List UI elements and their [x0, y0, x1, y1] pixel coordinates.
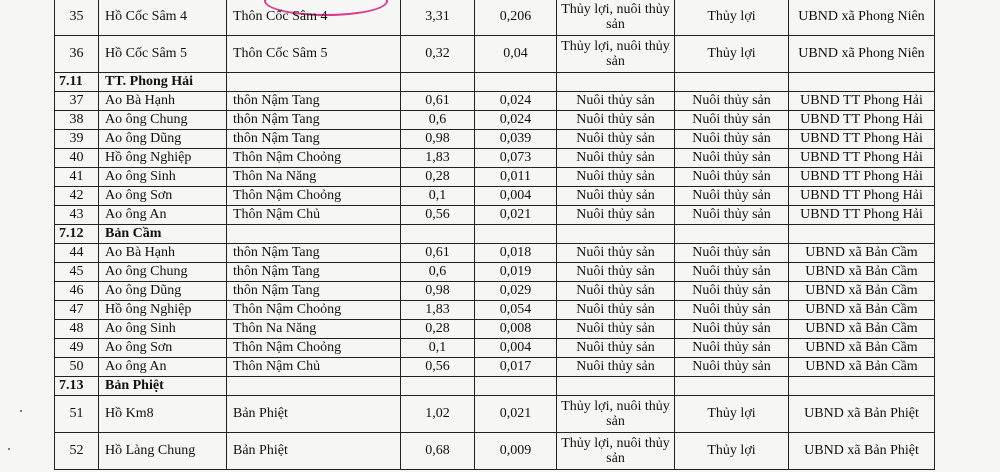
empty-cell [789, 73, 935, 92]
empty-cell [401, 377, 475, 396]
area-cell: 1,83 [401, 149, 475, 168]
manager-cell: UBND TT Phong Hải [789, 149, 935, 168]
lake-name-cell: Ao Bà Hạnh [99, 92, 227, 111]
empty-cell [227, 73, 401, 92]
use-cell: Nuôi thủy sản [675, 149, 789, 168]
speck-mark [8, 448, 10, 450]
location-cell: Thôn Nậm Choỏng [227, 339, 401, 358]
section-code: 7.11 [55, 73, 99, 92]
table-row [55, 358, 935, 377]
empty-cell [227, 377, 401, 396]
empty-cell [475, 377, 557, 396]
use-cell: Nuôi thủy sản [675, 263, 789, 282]
use-cell: Thủy lợi [675, 433, 789, 470]
purpose-cell: Nuôi thủy sản [557, 149, 675, 168]
manager-cell: UBND TT Phong Hải [789, 168, 935, 187]
row-number-cell: 45 [55, 263, 99, 282]
volume-cell: 0,011 [475, 168, 557, 187]
use-cell: Thủy lợi [675, 396, 789, 433]
section-code: 7.13 [55, 377, 99, 396]
use-cell: Nuôi thủy sản [675, 168, 789, 187]
volume-cell: 0,024 [475, 92, 557, 111]
volume-cell: 0,004 [475, 339, 557, 358]
row-number-cell: 49 [55, 339, 99, 358]
row-number-cell: 44 [55, 244, 99, 263]
row-number-cell: 39 [55, 130, 99, 149]
use-cell: Nuôi thủy sản [675, 282, 789, 301]
empty-cell [557, 225, 675, 244]
reservoir-table [54, 0, 935, 470]
lake-name-cell: Hồ Cốc Sâm 4 [99, 0, 227, 36]
table-row [55, 339, 935, 358]
volume-cell: 0,054 [475, 301, 557, 320]
purpose-cell: Nuôi thủy sản [557, 111, 675, 130]
speck-mark [20, 410, 22, 412]
manager-cell: UBND xã Bản Cầm [789, 320, 935, 339]
volume-cell: 0,018 [475, 244, 557, 263]
lake-name-cell: Ao ông Dũng [99, 282, 227, 301]
table-row [55, 301, 935, 320]
table-row [55, 149, 935, 168]
volume-cell: 0,04 [475, 36, 557, 73]
empty-cell [557, 73, 675, 92]
lake-name-cell: Hồ ông Nghiệp [99, 301, 227, 320]
table-row [55, 92, 935, 111]
area-cell: 0,68 [401, 433, 475, 470]
area-cell: 0,28 [401, 168, 475, 187]
purpose-cell: Nuôi thủy sản [557, 168, 675, 187]
lake-name-cell: Hồ Làng Chung [99, 433, 227, 470]
section-title: TT. Phong Hải [99, 73, 227, 92]
row-number-cell: 40 [55, 149, 99, 168]
volume-cell: 0,017 [475, 358, 557, 377]
manager-cell: UBND xã Bản Cầm [789, 358, 935, 377]
row-number-cell: 51 [55, 396, 99, 433]
empty-cell [401, 73, 475, 92]
use-cell: Nuôi thủy sản [675, 320, 789, 339]
use-cell: Nuôi thủy sản [675, 301, 789, 320]
manager-cell: UBND TT Phong Hải [789, 111, 935, 130]
area-cell: 0,61 [401, 92, 475, 111]
location-cell: thôn Nậm Tang [227, 282, 401, 301]
location-cell: Thôn Na Năng [227, 320, 401, 339]
section-row [55, 225, 935, 244]
use-cell: Nuôi thủy sản [675, 130, 789, 149]
row-number-cell: 46 [55, 282, 99, 301]
lake-name-cell: Ao ông Sơn [99, 187, 227, 206]
purpose-cell: Nuôi thủy sản [557, 130, 675, 149]
location-cell: Thôn Cốc Sâm 4 [227, 0, 401, 36]
table-row [55, 263, 935, 282]
purpose-cell: Thủy lợi, nuôi thủy sản [557, 396, 675, 433]
lake-name-cell: Ao ông Chung [99, 111, 227, 130]
area-cell: 0,98 [401, 130, 475, 149]
empty-cell [227, 225, 401, 244]
location-cell: thôn Nậm Tang [227, 111, 401, 130]
purpose-cell: Thủy lợi, nuôi thủy sản [557, 0, 675, 36]
location-cell: Thôn Nậm Choỏng [227, 301, 401, 320]
row-number-cell: 47 [55, 301, 99, 320]
lake-name-cell: Hồ Cốc Sâm 5 [99, 36, 227, 73]
volume-cell: 0,206 [475, 0, 557, 36]
lake-name-cell: Hồ Km8 [99, 396, 227, 433]
location-cell: Bản Phiệt [227, 433, 401, 470]
manager-cell: UBND TT Phong Hải [789, 187, 935, 206]
lake-name-cell: Ao ông Sinh [99, 320, 227, 339]
use-cell: Thủy lợi [675, 36, 789, 73]
location-cell: Thôn Nậm Chủ [227, 206, 401, 225]
manager-cell: UBND TT Phong Hải [789, 92, 935, 111]
empty-cell [675, 225, 789, 244]
manager-cell: UBND xã Bản Cầm [789, 263, 935, 282]
area-cell: 1,83 [401, 301, 475, 320]
table-row [55, 36, 935, 73]
use-cell: Thủy lợi [675, 0, 789, 36]
lake-name-cell: Ao ông Sơn [99, 339, 227, 358]
purpose-cell: Thủy lợi, nuôi thủy sản [557, 36, 675, 73]
area-cell: 0,28 [401, 320, 475, 339]
row-number-cell: 52 [55, 433, 99, 470]
section-code: 7.12 [55, 225, 99, 244]
use-cell: Nuôi thủy sản [675, 339, 789, 358]
lake-name-cell: Ao ông An [99, 206, 227, 225]
volume-cell: 0,021 [475, 396, 557, 433]
purpose-cell: Nuôi thủy sản [557, 301, 675, 320]
row-number-cell: 42 [55, 187, 99, 206]
manager-cell: UBND xã Bản Cầm [789, 339, 935, 358]
use-cell: Nuôi thủy sản [675, 92, 789, 111]
area-cell: 0,56 [401, 358, 475, 377]
area-cell: 0,32 [401, 36, 475, 73]
area-cell: 0,6 [401, 111, 475, 130]
empty-cell [789, 225, 935, 244]
location-cell: Bản Phiệt [227, 396, 401, 433]
purpose-cell: Nuôi thủy sản [557, 92, 675, 111]
purpose-cell: Nuôi thủy sản [557, 320, 675, 339]
area-cell: 0,56 [401, 206, 475, 225]
volume-cell: 0,024 [475, 111, 557, 130]
volume-cell: 0,019 [475, 263, 557, 282]
area-cell: 0,1 [401, 339, 475, 358]
table-row [55, 206, 935, 225]
volume-cell: 0,021 [475, 206, 557, 225]
manager-cell: UBND xã Phong Niên [789, 36, 935, 73]
section-row [55, 73, 935, 92]
table-row [55, 320, 935, 339]
row-number-cell: 38 [55, 111, 99, 130]
purpose-cell: Nuôi thủy sản [557, 263, 675, 282]
table-row [55, 111, 935, 130]
location-cell: Thôn Nậm Choỏng [227, 187, 401, 206]
row-number-cell: 37 [55, 92, 99, 111]
lake-name-cell: Ao ông An [99, 358, 227, 377]
location-cell: thôn Nậm Tang [227, 130, 401, 149]
location-cell: Thôn Cốc Sâm 5 [227, 36, 401, 73]
table-row [55, 244, 935, 263]
manager-cell: UBND TT Phong Hải [789, 206, 935, 225]
empty-cell [401, 225, 475, 244]
location-cell: Thôn Nậm Chủ [227, 358, 401, 377]
row-number-cell: 36 [55, 36, 99, 73]
row-number-cell: 35 [55, 0, 99, 36]
row-number-cell: 41 [55, 168, 99, 187]
volume-cell: 0,004 [475, 187, 557, 206]
purpose-cell: Nuôi thủy sản [557, 358, 675, 377]
purpose-cell: Thủy lợi, nuôi thủy sản [557, 433, 675, 470]
row-number-cell: 43 [55, 206, 99, 225]
area-cell: 0,1 [401, 187, 475, 206]
area-cell: 0,98 [401, 282, 475, 301]
table-row [55, 396, 935, 433]
section-row [55, 377, 935, 396]
lake-name-cell: Ao ông Sinh [99, 168, 227, 187]
purpose-cell: Nuôi thủy sản [557, 244, 675, 263]
location-cell: Thôn Na Năng [227, 168, 401, 187]
empty-cell [675, 73, 789, 92]
purpose-cell: Nuôi thủy sản [557, 187, 675, 206]
table-row [55, 168, 935, 187]
volume-cell: 0,039 [475, 130, 557, 149]
table-row [55, 130, 935, 149]
use-cell: Nuôi thủy sản [675, 206, 789, 225]
manager-cell: UBND xã Bản Cầm [789, 301, 935, 320]
manager-cell: UBND xã Bản Phiệt [789, 396, 935, 433]
purpose-cell: Nuôi thủy sản [557, 282, 675, 301]
purpose-cell: Nuôi thủy sản [557, 206, 675, 225]
table-row [55, 0, 935, 36]
empty-cell [475, 225, 557, 244]
use-cell: Nuôi thủy sản [675, 111, 789, 130]
table-row [55, 282, 935, 301]
table-body [55, 0, 935, 470]
row-number-cell: 48 [55, 320, 99, 339]
location-cell: thôn Nậm Tang [227, 244, 401, 263]
manager-cell: UBND xã Bản Phiệt [789, 433, 935, 470]
manager-cell: UBND TT Phong Hải [789, 130, 935, 149]
empty-cell [475, 73, 557, 92]
empty-cell [557, 377, 675, 396]
manager-cell: UBND xã Phong Niên [789, 0, 935, 36]
lake-name-cell: Hồ ông Nghiệp [99, 149, 227, 168]
use-cell: Nuôi thủy sản [675, 358, 789, 377]
purpose-cell: Nuôi thủy sản [557, 339, 675, 358]
area-cell: 0,6 [401, 263, 475, 282]
section-title: Bản Phiệt [99, 377, 227, 396]
manager-cell: UBND xã Bản Cầm [789, 282, 935, 301]
manager-cell: UBND xã Bản Cầm [789, 244, 935, 263]
lake-name-cell: Ao Bà Hạnh [99, 244, 227, 263]
location-cell: thôn Nậm Tang [227, 92, 401, 111]
row-number-cell: 50 [55, 358, 99, 377]
volume-cell: 0,073 [475, 149, 557, 168]
use-cell: Nuôi thủy sản [675, 187, 789, 206]
lake-name-cell: Ao ông Chung [99, 263, 227, 282]
table-row [55, 433, 935, 470]
area-cell: 3,31 [401, 0, 475, 36]
lake-name-cell: Ao ông Dũng [99, 130, 227, 149]
use-cell: Nuôi thủy sản [675, 244, 789, 263]
volume-cell: 0,029 [475, 282, 557, 301]
location-cell: Thôn Nậm Choỏng [227, 149, 401, 168]
empty-cell [675, 377, 789, 396]
area-cell: 1,02 [401, 396, 475, 433]
area-cell: 0,61 [401, 244, 475, 263]
section-title: Bản Cầm [99, 225, 227, 244]
volume-cell: 0,008 [475, 320, 557, 339]
volume-cell: 0,009 [475, 433, 557, 470]
empty-cell [789, 377, 935, 396]
location-cell: thôn Nậm Tang [227, 263, 401, 282]
table-row [55, 187, 935, 206]
